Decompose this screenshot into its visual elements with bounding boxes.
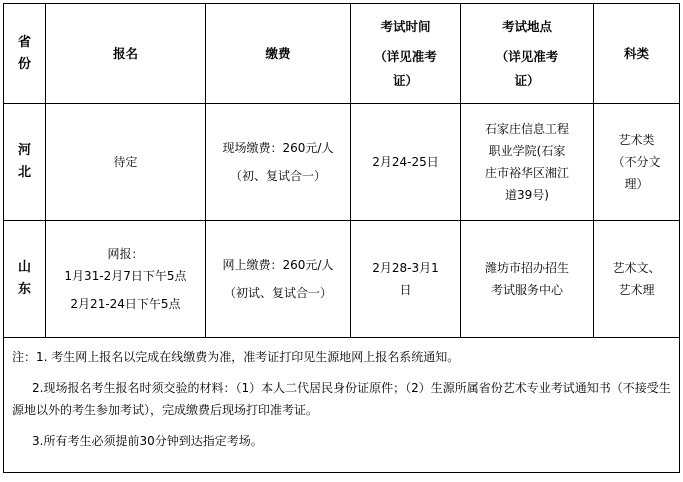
notes-row	[4, 338, 680, 473]
note-1: 注：1. 考生网上报名以完成在线缴费为准，准考证打印见生源地网上报名系统通知。	[12, 350, 460, 364]
cell-subject-hebei: 艺术类 （不分文 理）	[594, 104, 680, 221]
cell-fee-shandong: 网上缴费：260元/人 （初试、复试合一）	[206, 221, 351, 338]
notes-cell	[4, 338, 680, 473]
header-exam-place: 考试地点 （详见准考 证）	[461, 4, 594, 104]
header-province: 省 份	[4, 4, 46, 104]
cell-fee-hebei: 现场缴费：260元/人 （初、复试合一）	[206, 104, 351, 221]
header-exam-time: 考试时间 （详见准考 证）	[351, 4, 461, 104]
cell-signup-shandong: 网报： 1月31-2月7日下午5点 2月21-24日下午5点	[46, 221, 206, 338]
header-signup: 报名	[46, 4, 206, 104]
note-3: 3.所有考生必须提前30分钟到达指定考场。	[32, 434, 263, 448]
table-header-row	[4, 4, 680, 104]
header-subject: 科类	[594, 4, 680, 104]
cell-province-shandong: 山 东	[4, 221, 46, 338]
cell-place-shandong: 潍坊市招办招生 考试服务中心	[461, 221, 594, 338]
table-row-hebei	[4, 104, 680, 221]
cell-province-hebei: 河 北	[4, 104, 46, 221]
cell-signup-hebei: 待定	[46, 104, 206, 221]
cell-time-shandong: 2月28-3月1 日	[351, 221, 461, 338]
exam-schedule-table	[3, 3, 680, 473]
cell-place-hebei: 石家庄信息工程 职业学院(石家 庄市裕华区湘江 道39号)	[461, 104, 594, 221]
note-2: 2.现场报名考生报名时须交验的材料：（1）本人二代居民身份证原件；（2）生源所属省份艺术专业考试通知书（不接受生源地以外的考生参加考试），完成缴费后现场打印准考证。	[12, 381, 671, 417]
cell-subject-shandong: 艺术文、 艺术理	[594, 221, 680, 338]
cell-time-hebei: 2月24-25日	[351, 104, 461, 221]
header-fee: 缴费	[206, 4, 351, 104]
table-row-shandong	[4, 221, 680, 338]
